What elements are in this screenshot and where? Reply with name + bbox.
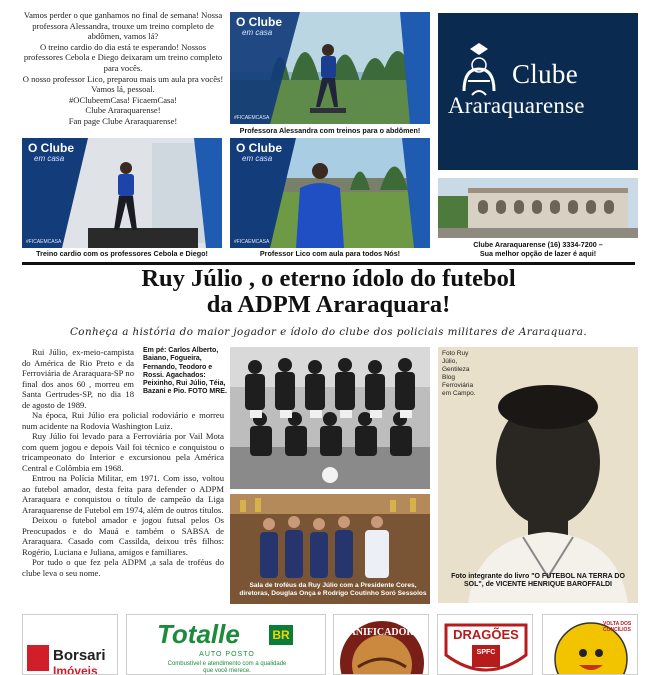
building-caption-line2: Sua melhor opção de lazer é aqui! — [479, 249, 597, 258]
hashtag: #FICAEMCASA — [234, 115, 270, 121]
borsari-logo-icon — [27, 645, 49, 671]
intro-line: O nosso professor Lico, preparou mais um aula pra vocês! Vamos lá, pessoal. — [22, 73, 224, 95]
portrait-caption: Foto integrante do livro "O FUTEBOL NA TERRA DO SOL", de VICENTE HENRIQUE BAROFFALDI — [451, 573, 625, 589]
totalle-sub: AUTO POSTO — [199, 651, 255, 658]
building-image — [438, 178, 638, 238]
intro-line: #OClubeemCasa! FicaemCasa! — [68, 94, 178, 105]
intro-text — [22, 10, 224, 127]
dragoes-name: DRAGÕES — [453, 627, 519, 642]
intro-line: Clube Araraquarense! — [85, 105, 161, 116]
team-photo — [230, 347, 430, 489]
alessandra-caption: Professora Alessandra com treinos para o abdômen! — [239, 126, 421, 135]
dragoes-shield-icon — [438, 615, 533, 675]
cardio-photo — [22, 138, 222, 248]
team-photo-credit: Em pé: Carlos Alberto, Baiano, Fogueira, Fernando, Teodoro e Rossi. Agachados: Peixinho, Rui Júlio, Téia, Bazani e Pio. FOTO MRE. — [143, 347, 227, 396]
body-paragraph: Rui Júlio, ex-meio-campista do América de Rio Preto e da Ferroviária de Araraquara-SP no final dos anos 60 , morreu em Santa Gertrudes-SP, no dia 18 de agosto de 1989. — [22, 347, 134, 410]
intro-line: Fan page Clube Araraquarense! — [68, 115, 178, 126]
headline-line1: Ruy Júlio , o eterno ídolo do futebol — [141, 265, 516, 292]
intro-line: O treino cardio do dia está te esperando! Nossos professores Cebola e Diego deixaram um treino completo para vocês. — [23, 41, 223, 73]
brand-sub: em casa — [242, 28, 273, 37]
body-paragraph: Na época, Rui Júlio era policial rodoviário e morreu num acidente na Rodovia Washington Luiz. — [22, 410, 224, 431]
brand-label — [236, 142, 282, 163]
portrait-credit: Foto Ruy Júlio, Gentileza Blog Ferroviária em Campo. — [442, 350, 476, 397]
totalle-br-badge: BR — [269, 625, 293, 645]
ad-panificadora[interactable] — [333, 614, 429, 675]
borsari-sub: Imóveis — [53, 664, 98, 675]
team-image — [230, 347, 430, 489]
ad-totalle[interactable] — [126, 614, 326, 675]
brand-title: O Clube — [236, 15, 283, 29]
article-subhead: Conheça a história do maior jogador e ídolo do clube dos policiais militares de Araraquara. — [69, 326, 588, 338]
article-headline — [22, 266, 635, 318]
trophy-caption: Sala de troféus da Ruy Júlio com a Presidente Cores, diretoras, Douglas Onça e Rodrigo Coutinho Soró Sessolos — [239, 582, 427, 597]
body-paragraph: Entrou na Polícia Militar, em 1971. Com isso, voltou ao futebol amador, desta feita para defender o ADPM Araraquara e conquistou o título de campeão da Liga Araraquarense de Futebol em 1974, além de outros títulos. — [22, 473, 224, 515]
hashtag: #FICAEMCASA — [26, 239, 62, 245]
monogram-icon — [458, 41, 500, 99]
totalle-tag: Combustível e atendimento com a qualidade que você merece. — [167, 661, 287, 674]
logo-line1: Clube — [512, 59, 578, 89]
building-photo — [438, 178, 638, 238]
body-paragraph: Ruy Júlio foi levado para a Ferroviária por Vail Mota com quem jogou e depois Vail foi técnico e conquistou o tricampeonato do Interior e excursionou pela América Central e Colômbia em 1968. — [22, 431, 224, 473]
totalle-name: Totalle — [157, 619, 240, 649]
lico-photo — [230, 138, 430, 248]
building-caption-line1: Clube Araraquarense (16) 3334-7200 – — [473, 240, 603, 249]
ad-dragoes[interactable] — [437, 614, 533, 675]
body-paragraph: Deixou o futebol amador e jogou futsal pelos Os Preocupados e do Mauá e também o SABSA de Araraquara. Casado com Cassilda, deixou três filhos: Rogério, Luciana e Juliana, amigos e familiares. — [22, 515, 224, 557]
brand-title: O Clube — [236, 141, 283, 155]
brand-label — [28, 142, 74, 163]
panificadora-emblem-icon — [334, 615, 429, 675]
dragoes-badge: SPFC — [476, 649, 496, 656]
clube-logo — [438, 13, 638, 170]
portrait-photo — [438, 347, 638, 603]
lico-caption: Professor Lico com aula para todos Nós! — [259, 249, 401, 258]
brand-title: O Clube — [28, 141, 75, 155]
logo-line2: Araraquarense — [448, 93, 585, 118]
mascot-text: VOLTA DOS CONCÍLIOS — [603, 621, 632, 633]
headline-line2: da ADPM Araraquara! — [206, 291, 451, 318]
intro-line: Vamos perder o que ganhamos no final de semana! Nossa professora Alessandra, trouxe um treino completo de abdômen, vamos lá? — [23, 10, 223, 42]
borsari-name: Borsari — [53, 647, 106, 664]
brand-label — [236, 16, 282, 37]
body-paragraph: Por tudo o que fez pela ADPM ,a sala de troféus do clube leva o seu nome. — [22, 557, 224, 578]
brand-sub: em casa — [34, 154, 65, 163]
panificadora-name: PANIFICADORA — [343, 627, 421, 638]
brand-sub: em casa — [242, 154, 273, 163]
hashtag: #FICAEMCASA — [234, 239, 270, 245]
ad-mascot[interactable] — [542, 614, 638, 675]
ad-borsari[interactable] — [22, 614, 118, 675]
alessandra-photo — [230, 12, 430, 124]
cardio-caption: Treino cardio com os professores Cebola e Diego! — [36, 249, 208, 258]
building-caption — [436, 240, 640, 258]
